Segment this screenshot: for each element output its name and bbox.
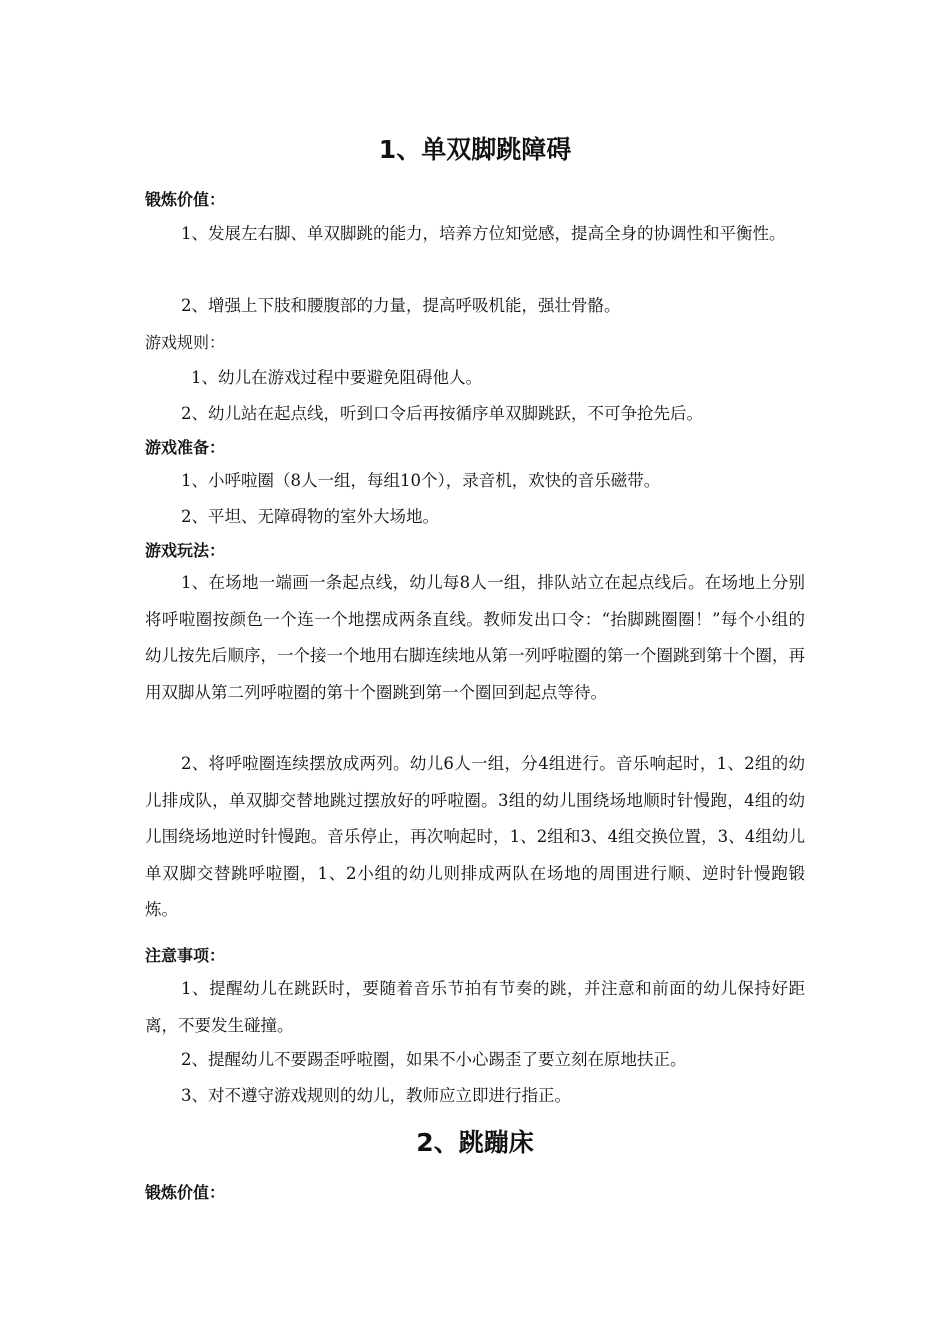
section-1-value-item-2: 2、增强上下肢和腰腹部的力量，提高呼吸机能，强壮骨骼。 [181,296,621,315]
section-1-rules-item-2: 2、幼儿站在起点线，听到口令后再按循序单双脚跳跃，不可争抢先后。 [181,404,703,423]
section-1-notes-item-1: 1、提醒幼儿在跳跃时，要随着音乐节拍有节奏的跳，并注意和前面的幼儿保持好距离，不要发生碰撞。 [145,979,805,1035]
section-1-value-heading: 锻炼价值： [145,190,226,209]
section-1-notes-item-3: 3、对不遵守游戏规则的幼儿，教师应立即进行指正。 [181,1086,571,1105]
section-1-play-heading: 游戏玩法： [145,541,226,560]
section-1-rules-item-1: 1、幼儿在游戏过程中要避免阻碍他人。 [191,368,482,387]
section-1-play-item-2: 2、将呼啦圈连续摆放成两列。幼儿6人一组，分4组进行。音乐响起时，1、2组的幼儿排成队，单双脚交替地跳过摆放好的呼啦圈。3组的幼儿围绕场地顺时针慢跑，4组的幼儿围绕场地逆时针慢跑。音乐停止，再次响起时，1、2组和3、4组交换位置，3、4组幼儿单双脚交替跳呼啦圈，1、2小组的幼儿则排成两队在场地的周围进行顺、逆时针慢跑锻炼。 [145,754,805,919]
section-1-prep-item-1: 1、小呼啦圈（8人一组，每组10个），录音机，欢快的音乐磁带。 [181,471,661,490]
section-1-notes-heading: 注意事项： [145,946,226,965]
section-1-title: 1、单双脚跳障碍 [378,135,572,164]
section-1-prep-heading: 游戏准备： [145,438,226,457]
section-1-play-item-1: 1、在场地一端画一条起点线，幼儿每8人一组，排队站立在起点线后。在场地上分别将呼啦圈按颜色一个连一个地摆成两条直线。教师发出口令：“抬脚跳圈圈！”每个小组的幼儿按先后顺序，一个接一个地用右脚连续地从第一列呼啦圈的第一个圈跳到第十个圈，再用双脚从第二列呼啦圈的第十个圈跳到第一个圈回到起点等待。 [145,573,805,702]
section-2-title: 2、跳蹦床 [416,1128,534,1157]
section-1-prep-item-2: 2、平坦、无障碍物的室外大场地。 [181,507,439,526]
section-1-value-item-1: 1、发展左右脚、单双脚跳的能力，培养方位知觉感，提高全身的协调性和平衡性。 [181,224,786,243]
section-2-value-heading: 锻炼价值： [145,1183,226,1202]
section-1-rules-heading: 游戏规则： [145,333,226,352]
section-1-notes-item-2: 2、提醒幼儿不要踢歪呼啦圈，如果不小心踢歪了要立刻在原地扶正。 [181,1050,687,1069]
